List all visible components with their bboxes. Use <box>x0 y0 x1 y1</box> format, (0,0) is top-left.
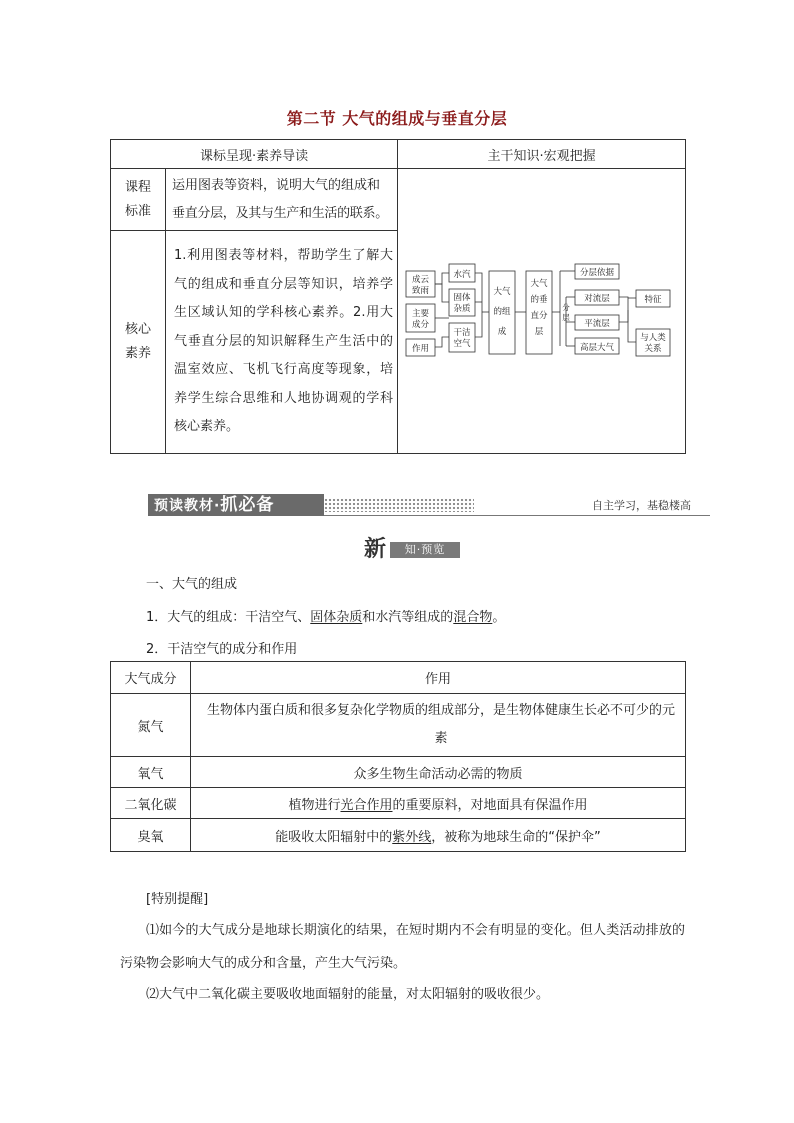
header-standards: 课标呈现·素养导读 <box>111 140 398 169</box>
header-knowledge: 主干知识·宏观把握 <box>398 140 686 169</box>
page-title: 第二节 大气的组成与垂直分层 <box>286 109 508 128</box>
label-main-2: 成分 <box>412 320 430 330</box>
banner-rule <box>324 515 710 516</box>
label-vert-4: 层 <box>534 327 544 337</box>
col-header-component: 大气成分 <box>111 662 191 694</box>
item-dry-air: 2．干洁空气的成分和作用 <box>146 642 298 657</box>
label-comp-2: 的组 <box>493 307 511 317</box>
sub-banner-label: 知·预览 <box>390 542 460 558</box>
note-label: [特别提醒] <box>146 892 209 907</box>
core-label: 核心 素养 <box>111 231 166 454</box>
label-features: 特征 <box>644 295 662 305</box>
sub-banner-big: 新 <box>364 536 387 562</box>
label-troposphere: 对流层 <box>584 294 610 304</box>
label-relation-2: 关系 <box>644 344 662 354</box>
row-nitrogen-effect: 生物体内蛋白质和很多复杂化学物质的组成部分，是生物体健康生长必不可少的元素 <box>191 694 686 757</box>
label-vert-3: 直分 <box>530 311 548 321</box>
col-header-effect: 作用 <box>191 662 686 694</box>
label-function: 作用 <box>412 344 430 354</box>
banner-title: 预读教材·抓必备 <box>148 494 324 516</box>
label-comp-3: 成 <box>497 327 507 337</box>
banner-subtitle: 自主学习，基稳楼高 <box>592 499 691 512</box>
row-oxygen-effect: 众多生物生命活动必需的物质 <box>191 757 686 788</box>
row-co2-effect: 植物进行光合作用的重要原料，对地面具有保温作用 <box>191 788 686 819</box>
label-dry-2: 空气 <box>453 339 471 349</box>
label-upper: 高层大气 <box>580 343 615 353</box>
objective-text: 运用图表等资料，说明大气的组成和 垂直分层，及其与生产和生活的联系。 <box>166 169 398 231</box>
objective-label: 课程 标准 <box>111 169 166 231</box>
label-comp-1: 大气 <box>493 287 511 297</box>
section-banner <box>148 494 710 516</box>
item-composition: 1．大气的组成：干洁空气、固体杂质和水汽等组成的混合物。 <box>146 610 506 625</box>
row-co2-name: 二氧化碳 <box>111 788 191 819</box>
row-oxygen-name: 氧气 <box>111 757 191 788</box>
label-vert-1: 大气 <box>530 279 548 289</box>
components-table <box>110 661 686 852</box>
label-basis: 分层依据 <box>580 268 615 278</box>
label-main-1: 主要 <box>412 309 430 319</box>
row-ozone-effect: 能吸收太阳辐射中的紫外线，被称为地球生命的“保护伞” <box>191 819 686 852</box>
label-solid-2: 杂质 <box>453 304 471 314</box>
label-water-vapor: 水汽 <box>453 270 471 280</box>
note-paragraph-2: ⑵大气中二氧化碳主要吸收地面辐射的能量，对太阳辐射的吸收很少。 <box>146 987 550 1002</box>
standards-table <box>110 139 686 454</box>
label-dry-1: 干洁 <box>453 328 471 338</box>
label-split-2: 层 <box>562 313 570 322</box>
banner-dots <box>324 498 474 512</box>
label-split-1: 分 <box>562 303 570 312</box>
section-heading: 一、大气的组成 <box>146 577 238 592</box>
row-nitrogen-name: 氮气 <box>111 694 191 757</box>
label-solid-1: 固体 <box>453 293 471 303</box>
core-text: 1.利用图表等材料，帮助学生了解大气的组成和垂直分层等知识，培养学生区域认知的学科核心素养。2.用大气垂直分层的知识解释生产生活中的温室效应、飞机飞行高度等现象，培养学生综合思维和人地协调观的学科核心素养。 <box>166 231 398 454</box>
label-stratosphere: 平流层 <box>584 319 610 329</box>
knowledge-diagram-cell <box>398 169 686 454</box>
label-relation-1: 与人类 <box>640 333 666 343</box>
label-cloud-rain-1: 成云 <box>412 275 430 285</box>
label-cloud-rain-2: 致雨 <box>412 286 430 296</box>
label-vert-2: 的垂 <box>530 295 548 305</box>
row-ozone-name: 臭氧 <box>111 819 191 852</box>
knowledge-diagram <box>398 169 686 453</box>
note-paragraph-1: ⑴如今的大气成分是地球长期演化的结果，在短时期内不会有明显的变化。但人类活动排放的污染物会影响大气的成分和含量，产生大气污染。 <box>120 923 685 971</box>
